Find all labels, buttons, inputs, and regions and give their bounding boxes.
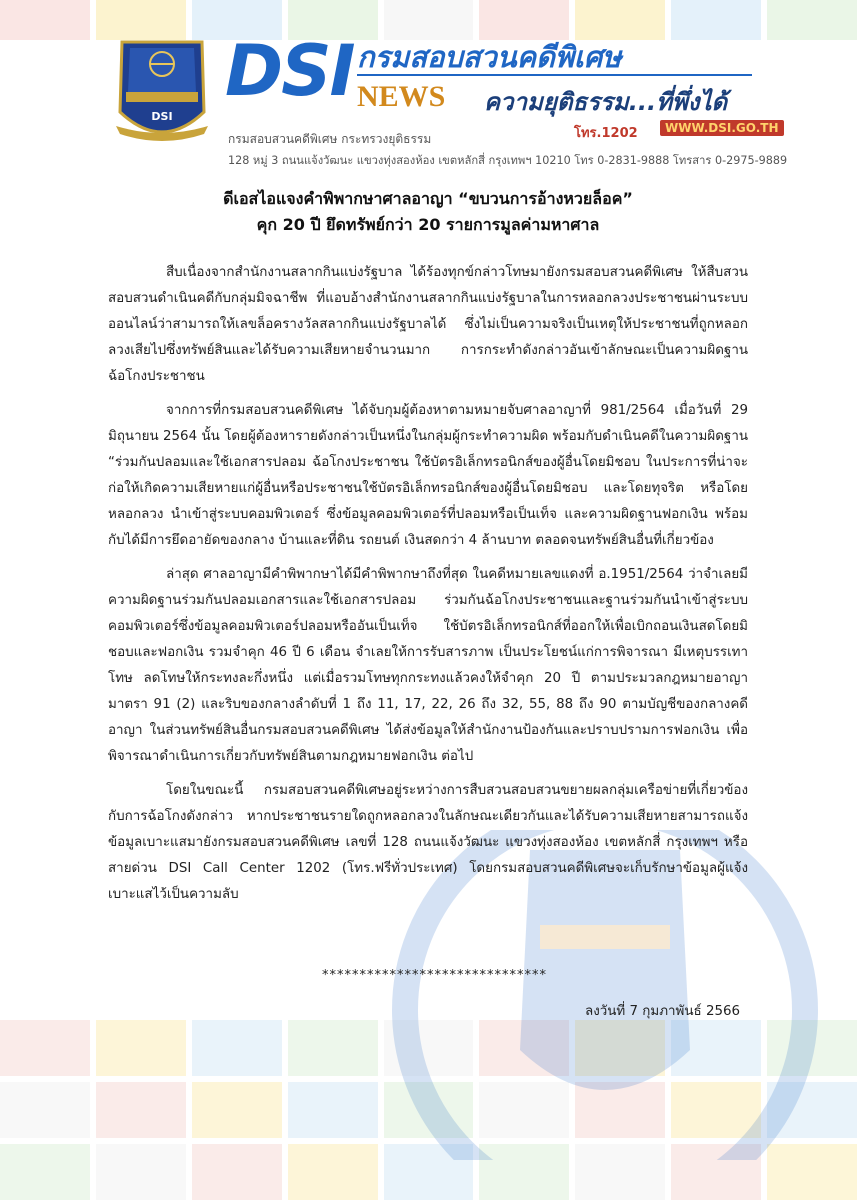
news-label: NEWS: [357, 80, 446, 113]
paragraph-3: ล่าสุด ศาลอาญามีคำพิพากษาได้มีคำพิพากษาถึงที่สุด ในคดีหมายเลขแดงที่ อ.1951/2564 ว่าจำเลยมีความผิดฐานร่วมกันปลอมเอกสารและใช้เอกสารปลอม ร่วมกันฉ้อโกงประชาชนและฐานร่วมกันนำเข้าสู่ระบบคอมพิวเตอร์ซึ่งข้อมูลคอมพิวเตอร์ปลอมหรืออันเป็นเท็จ ใช้บัตรอิเล็กทรอนิกส์ที่ออกให้เพื่อเบิกถอนเงินสดโดยมิชอบและฟอกเงิน รวมจำคุก 46 ปี 6 เดือน จำเลยให้การรับสารภาพ เป็นประโยชน์แก่การพิจารณา มีเหตุบรรเทาโทษ ลดโทษให้กระทงละกึ่งหนึ่ง แต่เมื่อรวมโทษทุกกระทงแล้วคงให้จำคุก 20 ปี ตามประมวลกฎหมายอาญา มาตรา 91 (2) และริบของกลางลำดับที่ 1 ถึง 11, 17, 22, 26 ถึง 32, 55, 88 ถึง 90 ตามบัญชีของกลางคดีอาญา ในส่วนทรัพย์สินอื่นกรมสอบสวนคดีพิเศษ ได้ส่งข้อมูลให้สำนักงานป้องกันและปราบปรามการฟอกเงิน เพื่อพิจารณาดำเนินการเกี่ยวกับทรัพย์สินตามกฎหมายฟอกเงิน ต่อไป: [108, 567, 748, 764]
headline-line-1: ดีเอสไอแจงคำพิพากษาศาลอาญา “ขบวนการอ้างหวยล็อค”: [223, 189, 633, 208]
agency-name-heading: กรมสอบสวนคดีพิเศษ: [357, 40, 622, 74]
heading-rule: [357, 74, 752, 76]
slogan: ความยุติธรรม...ที่พึ่งได้: [484, 88, 728, 116]
website-badge: WWW.DSI.GO.TH: [660, 120, 784, 136]
brand-wordmark: DSI: [225, 30, 354, 112]
address-line: 128 หมู่ 3 ถนนแจ้งวัฒนะ แขวงทุ่งสองห้อง เขตหลักสี่ กรุงเทพฯ 10210 โทร 0-2831-9888 โทรสาร 0-2975-9889: [228, 154, 788, 167]
hotline-number: โทร.1202: [574, 126, 638, 141]
paragraph-2: จากการที่กรมสอบสวนคดีพิเศษ ได้จับกุมผู้ต้องหาตามหมายจับศาลอาญาที่ 981/2564 เมื่อวันที่ 29 มิถุนายน 2564 นั้น โดยผู้ต้องหารายดังกล่าวเป็นหนึ่งในกลุ่มผู้กระทำความผิด พร้อมกับดำเนินคดีในความผิดฐาน “ร่วมกันปลอมและใช้เอกสารปลอม ฉ้อโกงประชาชน ใช้บัตรอิเล็กทรอนิกส์ของผู้อื่นโดยมิชอบ ในประการที่น่าจะก่อให้เกิดความเสียหายแก่ผู้อื่นหรือประชาชนใช้บัตรอิเล็กทรอนิกส์ของผู้อื่นโดยมิชอบ และโดยทุจริต หรือโดยหลอกลวง นำเข้าสู่ระบบคอมพิวเตอร์ ซึ่งข้อมูลคอมพิวเตอร์ที่ปลอมหรือเป็นเท็จ และความผิดฐานฟอกเงิน พร้อมกับได้มีการยึดอายัดของกลาง บ้านและที่ดิน รถยนต์ เงินสดกว่า 4 ล้านบาท ตลอดจนทรัพย์สินอื่นที่เกี่ยวข้อง: [108, 403, 748, 548]
headline-line-2: คุก 20 ปี ยึดทรัพย์กว่า 20 รายการมูลค่ามหาศาล: [256, 215, 600, 234]
letterhead: [0, 30, 857, 180]
svg-text:DSI: DSI: [151, 110, 173, 123]
separator: ******************************: [322, 968, 547, 983]
press-release-body: [108, 182, 748, 908]
ministry-line: กรมสอบสวนคดีพิเศษ กระทรวงยุติธรรม: [228, 132, 432, 146]
paragraph-1: สืบเนื่องจากสำนักงานสลากกินแบ่งรัฐบาล ได้ร้องทุกข์กล่าวโทษมายังกรมสอบสวนคดีพิเศษ ให้สืบสวนสอบสวนดำเนินคดีกับกลุ่มมิจฉาชีพ ที่แอบอ้างสำนักงานสลากกินแบ่งรัฐบาลในการหลอกลวงประชาชนผ่านระบบออนไลน์ว่าสามารถให้เลขล็อครางวัลสลากกินแบ่งรัฐบาลได้ ซึ่งไม่เป็นความจริงเป็นเหตุให้ประชาชนที่ถูกหลอกลวงเสียไปซึ่งทรัพย์สินและได้รับความเสียหายจำนวนมาก การกระทำดังกล่าวอันเข้าลักษณะเป็นความผิดฐานฉ้อโกงประชาชน: [108, 265, 748, 384]
paragraph-4: โดยในขณะนี้ กรมสอบสวนคดีพิเศษอยู่ระหว่างการสืบสวนสอบสวนขยายผลกลุ่มเครือข่ายที่เกี่ยวข้องกับการฉ้อโกงดังกล่าว หากประชาชนรายใดถูกหลอกลวงในลักษณะเดียวกันและได้รับความเสียหายสามารถแจ้งข้อมูลเบาะแสมายังกรมสอบสวนคดีพิเศษ เลขที่ 128 ถนนแจ้งวัฒนะ แขวงทุ่งสองห้อง เขตหลักสี่ กรุงเทพฯ หรือ สายด่วน DSI Call Center 1202 (โทร.ฟรีทั่วประเทศ) โดยกรมสอบสวนคดีพิเศษจะเก็บรักษาข้อมูลผู้แจ้งเบาะแสไว้เป็นความลับ: [108, 783, 748, 902]
release-date: ลงวันที่ 7 กุมภาพันธ์ 2566: [585, 1004, 741, 1019]
dsi-emblem-logo: [112, 34, 212, 152]
